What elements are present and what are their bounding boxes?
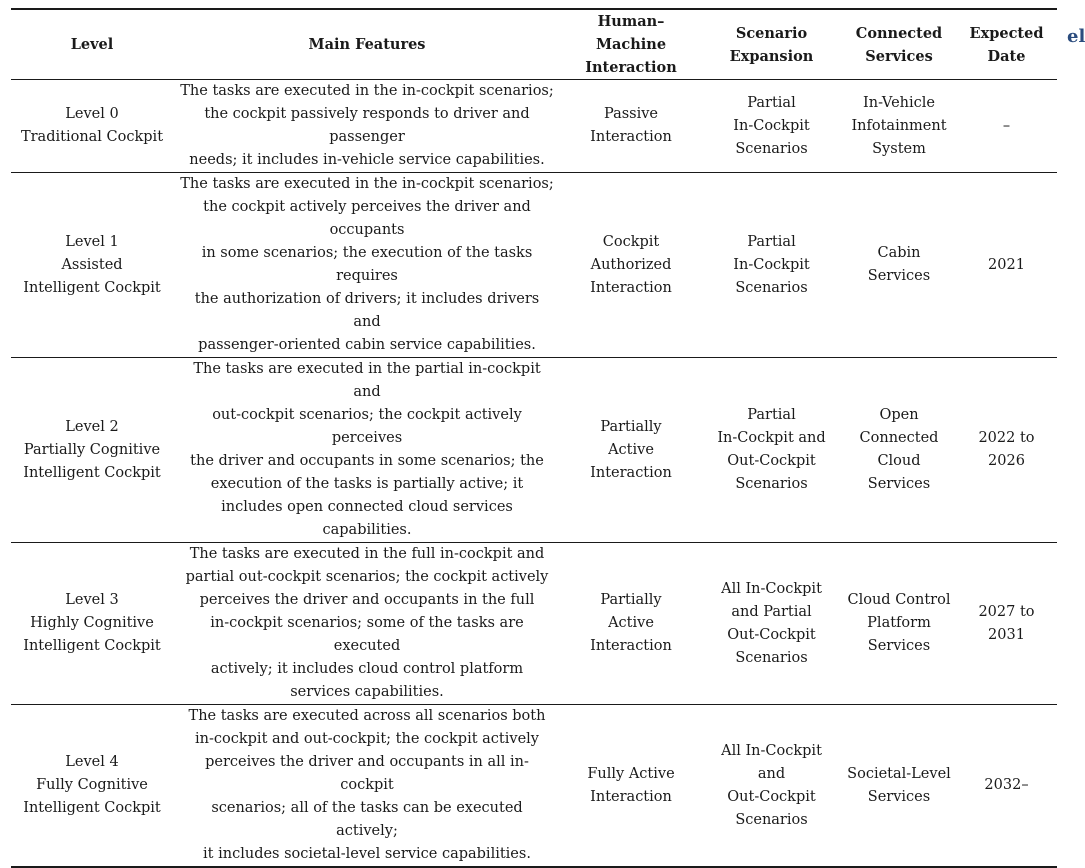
cell-line: All In-Cockpit [721,580,822,597]
cell-interaction [561,705,701,868]
cell-line: Level 1 [65,233,119,250]
cell-line: in-cockpit and out-cockpit; the cockpit actively [195,731,539,747]
cell-main-features [173,173,561,358]
cell-line: Intelligent Cockpit [23,279,161,296]
cell-expected-date [956,543,1057,705]
cell-line: Scenarios [735,476,808,492]
cell-line: actively; it includes cloud control platform [210,661,524,677]
cell-line: Fully Active [587,765,675,782]
cell-line: execution of the tasks is partially active; it [210,476,524,492]
cell-interaction [561,358,701,543]
cell-expected-date [956,173,1057,358]
cell-line: Partially Cognitive [23,441,161,458]
cell-line: Platform [867,615,931,631]
cell-line: Level 2 [65,418,119,435]
cell-line: Level 3 [65,592,119,608]
cell-line: Connected [859,430,939,446]
cell-main-features [173,705,561,868]
header-expected-date: Expected Date [969,24,1044,65]
cell-line: Passive [603,106,659,122]
cell-scenario-expansion [701,358,842,543]
cell-line: Interaction [590,788,672,805]
cell-line: Level 4 [65,754,119,770]
cell-line: System [872,140,926,157]
cell-line: the cockpit passively responds to driver and passenger [204,106,530,145]
cell-main-features [173,543,561,705]
cell-line: in-cockpit scenarios; some of the tasks are executed [210,615,524,654]
cell-line: Partially [600,418,662,435]
cell-line: Out-Cockpit [727,788,816,805]
cell-line: the driver and occupants in some scenarios; the [190,453,544,469]
cell-line: Fully Cognitive [36,777,148,793]
cell-scenario-expansion [701,80,842,173]
cell-line: the authorization of drivers; it includes drivers and [194,291,540,330]
cell-line: in some scenarios; the execution of the tasks requires [201,245,533,284]
cell-line: In-Cockpit [733,117,810,134]
cell-line: it includes societal-level service capabilities. [203,846,531,862]
header-level: Level [70,36,114,53]
cell-line: Scenarios [735,811,808,828]
cell-expected-date [956,80,1057,173]
cell-line: The tasks are executed in the in-cockpit scenarios; [180,83,554,99]
cell-connected-services [842,705,956,868]
cell-line: All In-Cockpit [721,742,822,759]
cell-line: 2027 to [978,603,1035,620]
cell-line: and [757,765,786,782]
cell-line: Out-Cockpit [727,453,816,469]
cell-line: Services [867,476,931,492]
cell-line: Services [867,268,931,284]
cell-line: In-Vehicle [863,94,935,111]
header-connected-services: Connected Services [855,24,943,65]
table-header-row [11,9,1057,80]
cell-line: Open [879,407,919,423]
table-row [11,705,1057,868]
cell-line: 2032– [984,777,1029,793]
cell-line: services capabilities. [290,684,444,700]
cell-interaction [561,173,701,358]
cell-line: Intelligent Cockpit [23,638,161,654]
cell-level [11,543,173,705]
cell-line: Partially [600,592,662,608]
cell-line: Services [867,788,931,805]
table-body [11,80,1057,868]
cell-line: Authorized [590,256,672,273]
cell-line: the cockpit actively perceives the driver and occupants [203,199,531,238]
cell-level [11,358,173,543]
cell-connected-services [842,80,956,173]
cell-line: Intelligent Cockpit [23,800,161,816]
cell-line: Highly Cognitive [30,615,154,631]
cell-line: 2026 [988,453,1025,469]
cell-line: Interaction [590,464,672,481]
cell-line: 2022 to [978,430,1035,446]
header-scenario-expansion: Scenario Expansion [729,24,814,65]
cell-line: In-Cockpit and [717,430,826,446]
cell-line: Services [867,638,931,654]
header-interaction: Human–Machine Interaction [585,13,677,76]
cell-scenario-expansion [701,705,842,868]
cell-expected-date [956,358,1057,543]
cell-line: Out-Cockpit [727,626,816,643]
cell-line: The tasks are executed in the full in-cockpit and [189,546,545,562]
cell-line: Cabin [877,245,921,261]
cell-connected-services [842,173,956,358]
cell-line: Traditional Cockpit [20,129,164,145]
cell-main-features [173,80,561,173]
cell-line: Assisted [61,256,123,273]
cell-scenario-expansion [701,173,842,358]
table-row [11,173,1057,358]
cell-level [11,173,173,358]
cell-line: 2031 [988,626,1025,643]
cell-line: – [1002,117,1011,134]
cell-line: Partial [747,94,796,111]
cell-interaction [561,543,701,705]
cell-line: Intelligent Cockpit [23,464,161,481]
cell-line: Active [608,441,654,458]
cell-interaction [561,80,701,173]
cell-level [11,80,173,173]
cell-line: The tasks are executed in the in-cockpit scenarios; [180,176,554,192]
cell-line: Scenarios [735,279,808,296]
cell-line: Interaction [590,279,672,296]
cell-line: Scenarios [735,140,808,157]
cell-line: needs; it includes in-vehicle service capabilities. [189,152,545,168]
cell-line: scenarios; all of the tasks can be executed actively; [211,800,523,839]
cell-line: and Partial [731,603,812,620]
cell-line: out-cockpit scenarios; the cockpit actively perceives [212,407,522,446]
table-row [11,358,1057,543]
cell-connected-services [842,543,956,705]
header-main-features: Main Features [308,36,426,53]
cell-line: includes open connected cloud services capabilities. [221,499,513,538]
cell-main-features [173,358,561,543]
cell-line: passenger-oriented cabin service capabilities. [198,337,536,353]
cropped-edge-glyph: el [1067,26,1085,47]
cell-line: Cloud Control [847,592,951,608]
cell-line: 2021 [988,256,1025,273]
cell-line: The tasks are executed in the partial in-cockpit and [193,361,541,400]
cell-line: Partial [747,407,796,423]
cell-line: The tasks are executed across all scenarios both [188,708,546,724]
cell-expected-date [956,705,1057,868]
cell-level [11,705,173,868]
cell-line: Partial [747,233,796,250]
cell-line: Infotainment [851,117,947,134]
table-row [11,80,1057,173]
cell-line: perceives the driver and occupants in the full [199,592,535,608]
cell-scenario-expansion [701,543,842,705]
table-row [11,543,1057,705]
cell-line: In-Cockpit [733,256,810,273]
cell-line: perceives the driver and occupants in all in-cockpit [205,754,529,793]
cell-line: Cockpit [602,233,660,250]
cell-line: Level 0 [65,106,119,122]
cell-line: Active [608,615,654,631]
cockpit-levels-table [11,8,1057,868]
cell-line: Cloud [877,453,921,469]
cell-line: Scenarios [735,649,808,666]
cell-line: partial out-cockpit scenarios; the cockpit actively [185,569,549,585]
cell-line: Interaction [590,638,672,654]
cell-line: Societal-Level [847,765,951,782]
cell-connected-services [842,358,956,543]
cell-line: Interaction [590,129,672,145]
